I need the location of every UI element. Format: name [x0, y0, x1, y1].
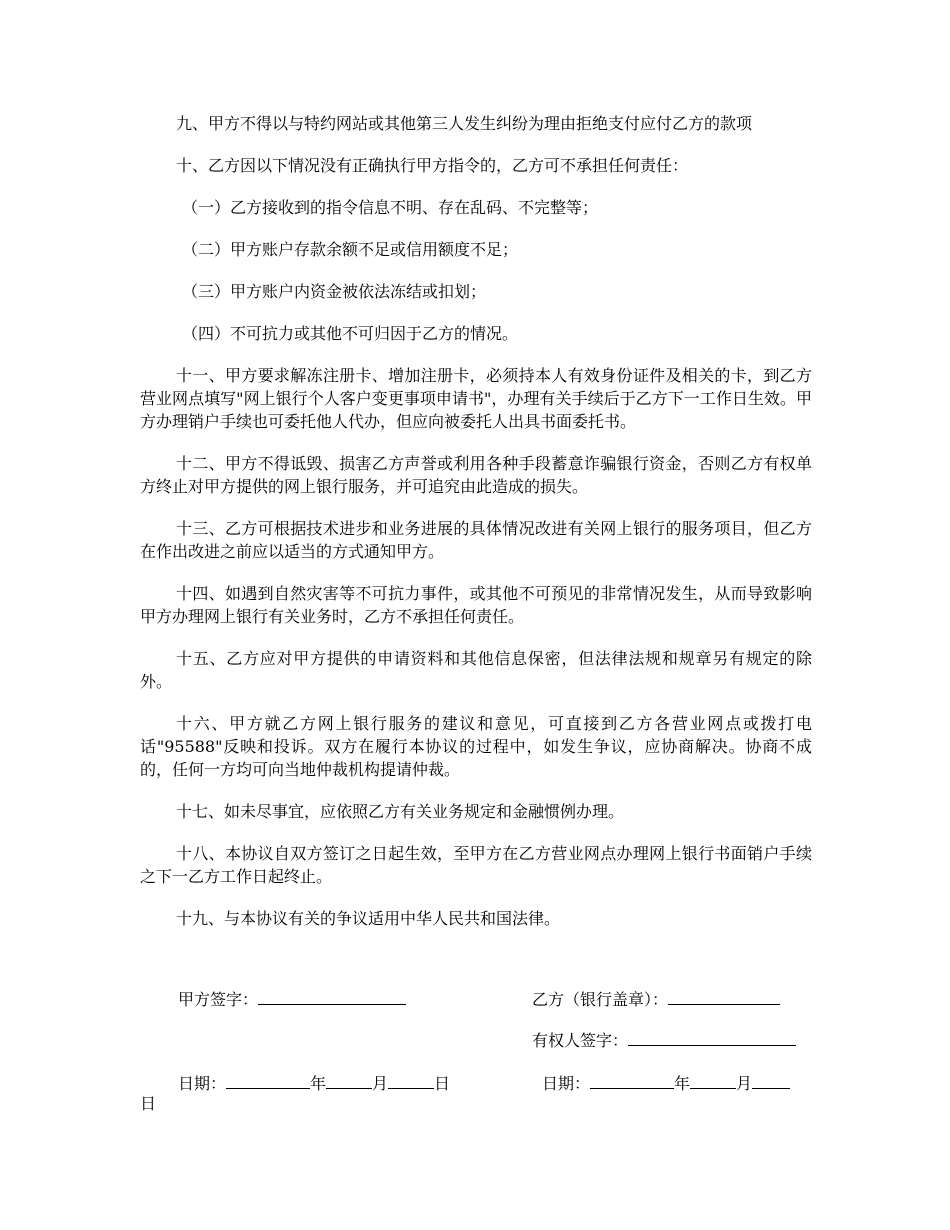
party-b-seal	[532, 986, 780, 1011]
authorized-signature-label: 有权人签字：	[532, 1031, 629, 1050]
clause-16: 十六、甲方就乙方网上银行服务的建议和意见，可直接到乙方各营业网点或拨打电话"95588"反映和投诉。双方在履行本协议的过程中，如发生争议，应协商解决。协商不成的，任何一方均可向当地仲裁机构提请仲裁。	[140, 714, 812, 779]
party-a-day-label: 日	[434, 1074, 451, 1093]
party-a-signature-line[interactable]	[258, 986, 406, 1005]
party-b-month-label: 月	[736, 1074, 753, 1093]
clause-10-item-4: （四）不可抗力或其他不可归因于乙方的情况。	[182, 324, 519, 343]
clause-10-item-2: （二）甲方账户存款余额不足或信用额度不足；	[182, 240, 519, 259]
clause-11: 十一、甲方要求解冻注册卡、增加注册卡，必须持本人有效身份证件及相关的卡，到乙方营业网点填写"网上银行个人客户变更事项申请书"，办理有关手续后于乙方下一工作日生效。甲方办理销户手续也可委托他人代办，但应向被委托人出具书面委托书。	[140, 366, 812, 431]
clause-10-item-1: （一）乙方接收到的指令信息不明、存在乱码、不完整等；	[182, 198, 599, 217]
party-b-seal-label: 乙方（银行盖章）：	[532, 990, 669, 1009]
party-a-date	[178, 1070, 450, 1095]
party-b-month-line[interactable]	[690, 1070, 736, 1089]
clause-18: 十八、本协议自双方签订之日起生效，至甲方在乙方营业网点办理网上银行书面销户手续之下一乙方工作日起终止。	[140, 844, 812, 886]
party-a-month-line[interactable]	[326, 1070, 372, 1089]
clause-14: 十四、如遇到自然灾害等不可抗力事件，或其他不可预见的非常情况发生，从而导致影响甲方办理网上银行有关业务时，乙方不承担任何责任。	[140, 584, 812, 626]
party-a-signature-label: 甲方签字：	[178, 990, 259, 1009]
party-a-date-label: 日期：	[178, 1074, 227, 1093]
party-b-date	[542, 1070, 790, 1095]
clause-10-item-3: （三）甲方账户内资金被依法冻结或扣划；	[182, 282, 487, 301]
party-b-year-line[interactable]	[590, 1070, 674, 1089]
agreement-body	[140, 112, 812, 949]
authorized-signature	[532, 1027, 796, 1052]
party-b-day-label-wrapped: 日	[140, 1094, 157, 1113]
clause-13: 十三、乙方可根据技术进步和业务进展的具体情况改进有关网上银行的服务项目，但乙方在作出改进之前应以适当的方式通知甲方。	[140, 519, 812, 561]
party-a-year-line[interactable]	[226, 1070, 310, 1089]
authorized-signature-line[interactable]	[628, 1027, 796, 1046]
party-a-year-label: 年	[310, 1074, 327, 1093]
party-b-day-line[interactable]	[752, 1070, 790, 1089]
party-b-year-label: 年	[674, 1074, 691, 1093]
clause-15: 十五、乙方应对甲方提供的申请资料和其他信息保密，但法律法规和规章另有规定的除外。	[140, 649, 812, 691]
clause-19: 十九、与本协议有关的争议适用中华人民共和国法律。	[176, 909, 561, 928]
party-a-day-line[interactable]	[388, 1070, 434, 1089]
clause-17: 十七、如未尽事宜，应依照乙方有关业务规定和金融惯例办理。	[176, 802, 625, 821]
party-b-date-label: 日期：	[542, 1074, 591, 1093]
party-a-signature	[178, 986, 406, 1011]
clause-10: 十、乙方因以下情况没有正确执行甲方指令的，乙方可不承担任何责任：	[176, 156, 689, 175]
clause-12: 十二、甲方不得诋毁、损害乙方声誉或利用各种手段蓄意诈骗银行资金，否则乙方有权单方终止对甲方提供的网上银行服务，并可追究由此造成的损失。	[140, 454, 812, 496]
clause-9: 九、甲方不得以与特约网站或其他第三人发生纠纷为理由拒绝支付应付乙方的款项	[176, 114, 753, 133]
party-b-seal-line[interactable]	[668, 986, 780, 1005]
party-a-month-label: 月	[372, 1074, 389, 1093]
